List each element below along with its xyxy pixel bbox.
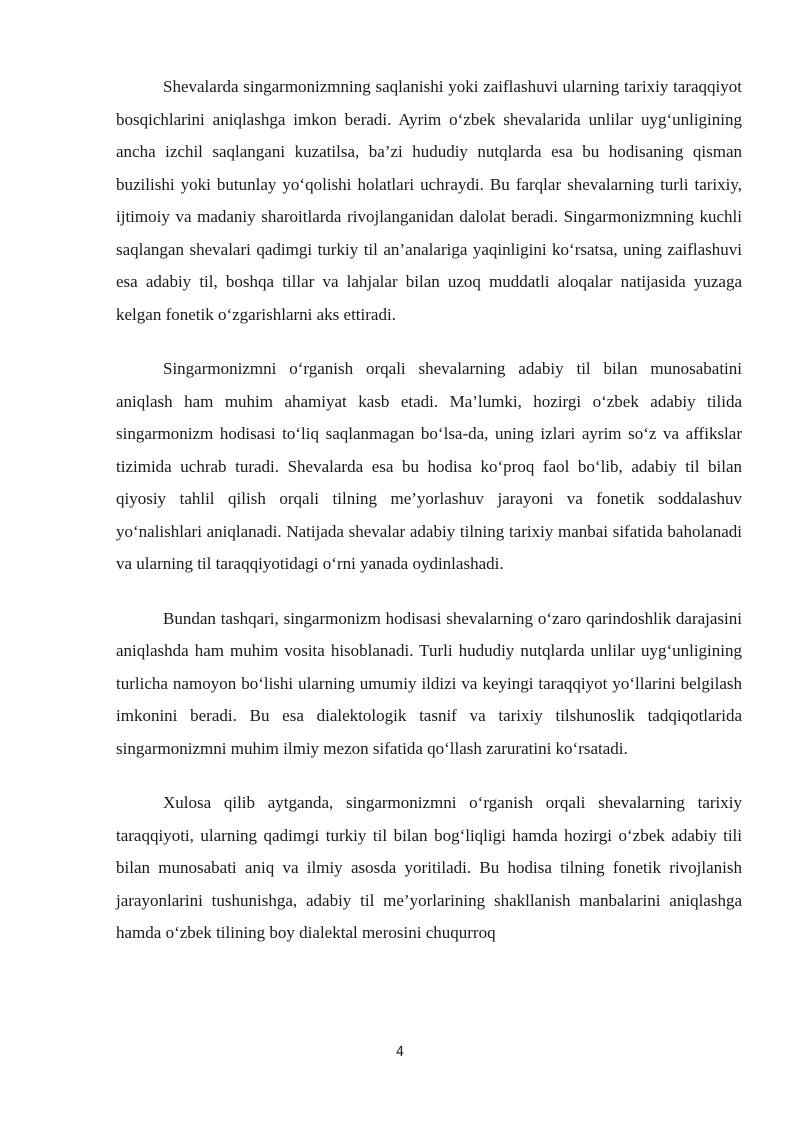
page-number: 4 — [395, 1045, 405, 1060]
paragraph-3: Bundan tashqari, singarmonizm hodisasi shevalarning o‘zaro qarindoshlik darajasini aniqlashda ham muhim vosita hisoblanadi. Turli hududiy nutqlarda unlilar uyg‘unligining turlicha namoyon bo‘lishi ularning umumiy ildizi va keyingi taraqqiyot yo‘llarini belgilash imkonini beradi. Bu esa dialektologik tasnif va tarixiy tilshunoslik tadqiqotlarida singarmonizmni muhim ilmiy mezon sifatida qo‘llash zaruratini ko‘rsatadi. — [116, 608, 742, 758]
paragraph-1: Shevalarda singarmonizmning saqlanishi yoki zaiflashuvi ularning tarixiy taraqqiyot bosqichlarini aniqlashga imkon beradi. Ayrim o‘zbek shevalarida unlilar uyg‘unligining ancha izchil saqlangani kuzatilsa, ba’zi hududiy nutqlarda esa bu hodisaning qisman buzilishi yoki butunlay yo‘qolishi holatlari uchraydi. Bu farqlar shevalarning turli tarixiy, ijtimoiy va madaniy sharoitlarda rivojlanganidan dalolat beradi. Singarmonizmning kuchli saqlangan shevalari qadimgi turkiy til an’analariga yaqinligini ko‘rsatsa, uning zaiflashuvi esa adabiy til, boshqa tillar va lahjalar bilan uzoq muddatli aloqalar natijasida yuzaga kelgan fonetik o‘zgarishlarni aks ettiradi. — [116, 77, 742, 324]
body-text — [116, 71, 742, 972]
paragraph-4: Xulosa qilib aytganda, singarmonizmni o‘rganish orqali shevalarning tarixiy taraqqiyoti, ularning qadimgi turkiy til bilan bog‘liqligi hamda hozirgi o‘zbek adabiy tili bilan munosabati aniq va ilmiy asosda yoritiladi. Bu hodisa tilning fonetik rivojlanish jarayonlarini tushunishga, adabiy til me’yorlarining shakllanish manbalarini aniqlashga hamda o‘zbek tilining boy dialektal merosini chuqurroq — [116, 793, 742, 942]
paragraph-2: Singarmonizmni o‘rganish orqali shevalarning adabiy til bilan munosabatini aniqlash ham muhim ahamiyat kasb etadi. Ma’lumki, hozirgi o‘zbek adabiy tilida singarmonizm hodisasi to‘liq saqlanmagan bo‘lsa-da, uning izlari ayrim so‘z va affikslar tizimida uchrab turadi. Shevalarda esa bu hodisa ko‘proq faol bo‘lib, adabiy til bilan qiyosiy tahlil qilish orqali tilning me’yorlashuv jarayoni va fonetik soddalashuv yo‘nalishlari aniqlanadi. Natijada shevalar adabiy tilning tarixiy manbai sifatida baholanadi va ularning til taraqqiyotidagi o‘rni yanada oydinlashadi. — [116, 359, 742, 573]
